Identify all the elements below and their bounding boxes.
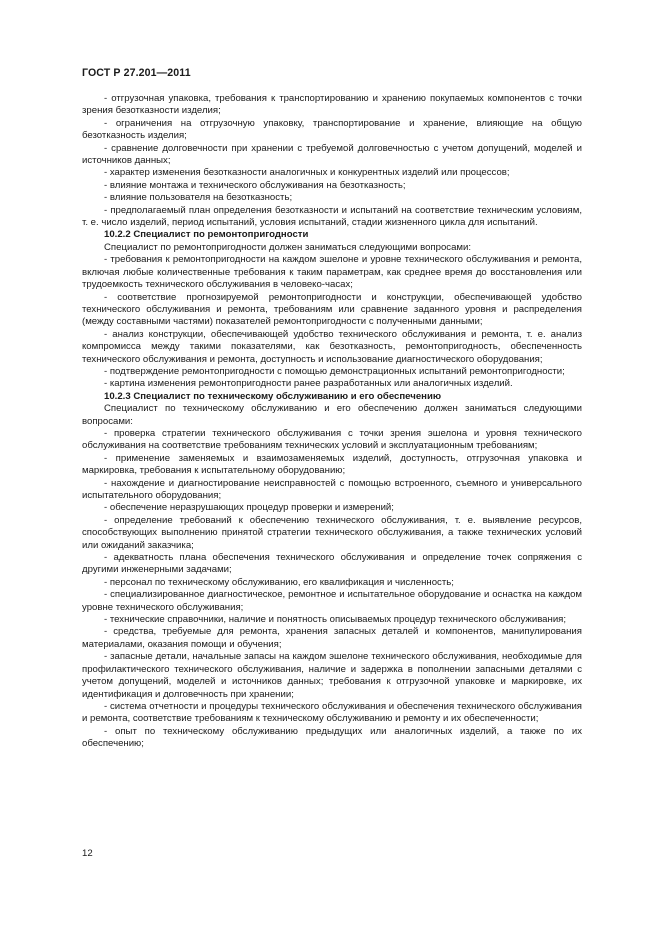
- paragraph: - соответствие прогнозируемой ремонтопригодности и конструкции, обеспечивающей удобство технического обслуживания и ремонта, требованиям или сравнение заданного уровня и распределения (между составными частями) показателей ремонтопригодности с полученными данными;: [82, 291, 582, 328]
- paragraph: - обеспечение неразрушающих процедур проверки и измерений;: [104, 502, 394, 514]
- paragraph: - запасные детали, начальные запасы на каждом эшелоне технического обслуживания, необходимые для профилактического технического обслуживания, наличие и задержка в пополнении запасными деталями с учетом допущений, моделей и источников данных; требования к отгрузочной упаковке и маркировке, их идентификация и долговечность при хранении;: [82, 651, 582, 700]
- paragraph: - влияние монтажа и технического обслуживания на безотказность;: [104, 179, 406, 191]
- paragraph: - система отчетности и процедуры технического обслуживания и обеспечения технического обслуживания и ремонта, соответствие требованиям к техническому обслуживанию и ремонту и их обеспеченности;: [82, 700, 582, 725]
- paragraph: - специализированное диагностическое, ремонтное и испытательное оборудование и оснастка на каждом уровне технического обслуживания;: [82, 589, 582, 613]
- paragraph: - технические справочники, наличие и понятность описываемых процедур технического обслуживания;: [104, 614, 567, 626]
- paragraph: - персонал по техническому обслуживанию, его квалификация и численность;: [104, 576, 454, 588]
- page-number: 12: [82, 848, 93, 859]
- paragraph: - сравнение долговечности при хранении с требуемой долговечностью с учетом допущений, моделей и источников данных;: [82, 142, 582, 167]
- paragraph: - характер изменения безотказности аналогичных и конкурентных изделий или процессов;: [104, 167, 510, 179]
- paragraph: - анализ конструкции, обеспечивающей удобство технического обслуживания и ремонта, т. е. анализ компромисса между такими показателями, как безотказность, ремонтопригодность, обеспеченность технического обслуживания и ремонта, доступность и использование диагностического оборудования;: [82, 328, 582, 365]
- paragraph: - адекватность плана обеспечения технического обслуживания и определение точек сопряжения с другими инженерными задачами;: [82, 552, 582, 576]
- paragraph: - влияние пользователя на безотказность;: [104, 192, 293, 204]
- document-body: [82, 93, 582, 751]
- paragraph: - определение требований к обеспечению технического обслуживания, т. е. выявление ресурсов, способствующих выполнению принятой стратегии технического обслуживания, а также технических условий или ожиданий заказчика;: [82, 514, 582, 551]
- paragraph: - предполагаемый план определения безотказности и испытаний на соответствие техническим условиям, т. е. число изделий, период испытаний, условия испытаний, стадии жизненного цикла для испытаний.: [82, 204, 582, 229]
- paragraph: Специалист по техническому обслуживанию и его обеспечению должен заниматься следующими вопросами:: [82, 403, 582, 427]
- paragraph: - ограничения на отгрузочную упаковку, транспортирование и хранение, влияющие на общую безотказность изделия;: [82, 117, 582, 142]
- paragraph: - требования к ремонтопригодности на каждом эшелоне и уровне технического обслуживания и ремонта, включая любые количественные требования к таким параметрам, как среднее время до восстановления или трудоемкость технического обслуживания в человеко-часах;: [82, 254, 582, 291]
- paragraph: - картина изменения ремонтопригодности ранее разработанных или аналогичных изделий.: [104, 378, 513, 390]
- section-heading: 10.2.2 Специалист по ремонтопригодности: [104, 229, 309, 241]
- paragraph: - средства, требуемые для ремонта, хранения запасных деталей и компонентов, манипулирования материалами, оказания помощи и обучения;: [82, 626, 582, 650]
- paragraph: - проверка стратегии технического обслуживания с точки зрения эшелона и уровня технического обслуживания на соответствие требованиям технических условий и эксплуатационным требованиям;: [82, 427, 582, 452]
- document-header: ГОСТ Р 27.201—2011: [82, 67, 191, 79]
- paragraph: Специалист по ремонтопригодности должен заниматься следующими вопросами:: [104, 241, 472, 253]
- paragraph: - подтверждение ремонтопригодности с помощью демонстрационных испытаний ремонтопригодности;: [104, 365, 565, 377]
- paragraph: - опыт по техническому обслуживанию предыдущих или аналогичных изделий, а также по их обеспечению;: [82, 725, 582, 750]
- paragraph: - применение заменяемых и взаимозаменяемых изделий, доступность, отгрузочная упаковка и маркировка, требования к испытательному оборудованию;: [82, 452, 582, 477]
- section-heading: 10.2.3 Специалист по техническому обслуживанию и его обеспечению: [104, 390, 442, 402]
- paragraph: - отгрузочная упаковка, требования к транспортированию и хранению покупаемых компонентов с точки зрения безотказности изделия;: [82, 93, 582, 117]
- paragraph: - нахождение и диагностирование неисправностей с помощью встроенного, съемного и универсального испытательного оборудования;: [82, 477, 582, 501]
